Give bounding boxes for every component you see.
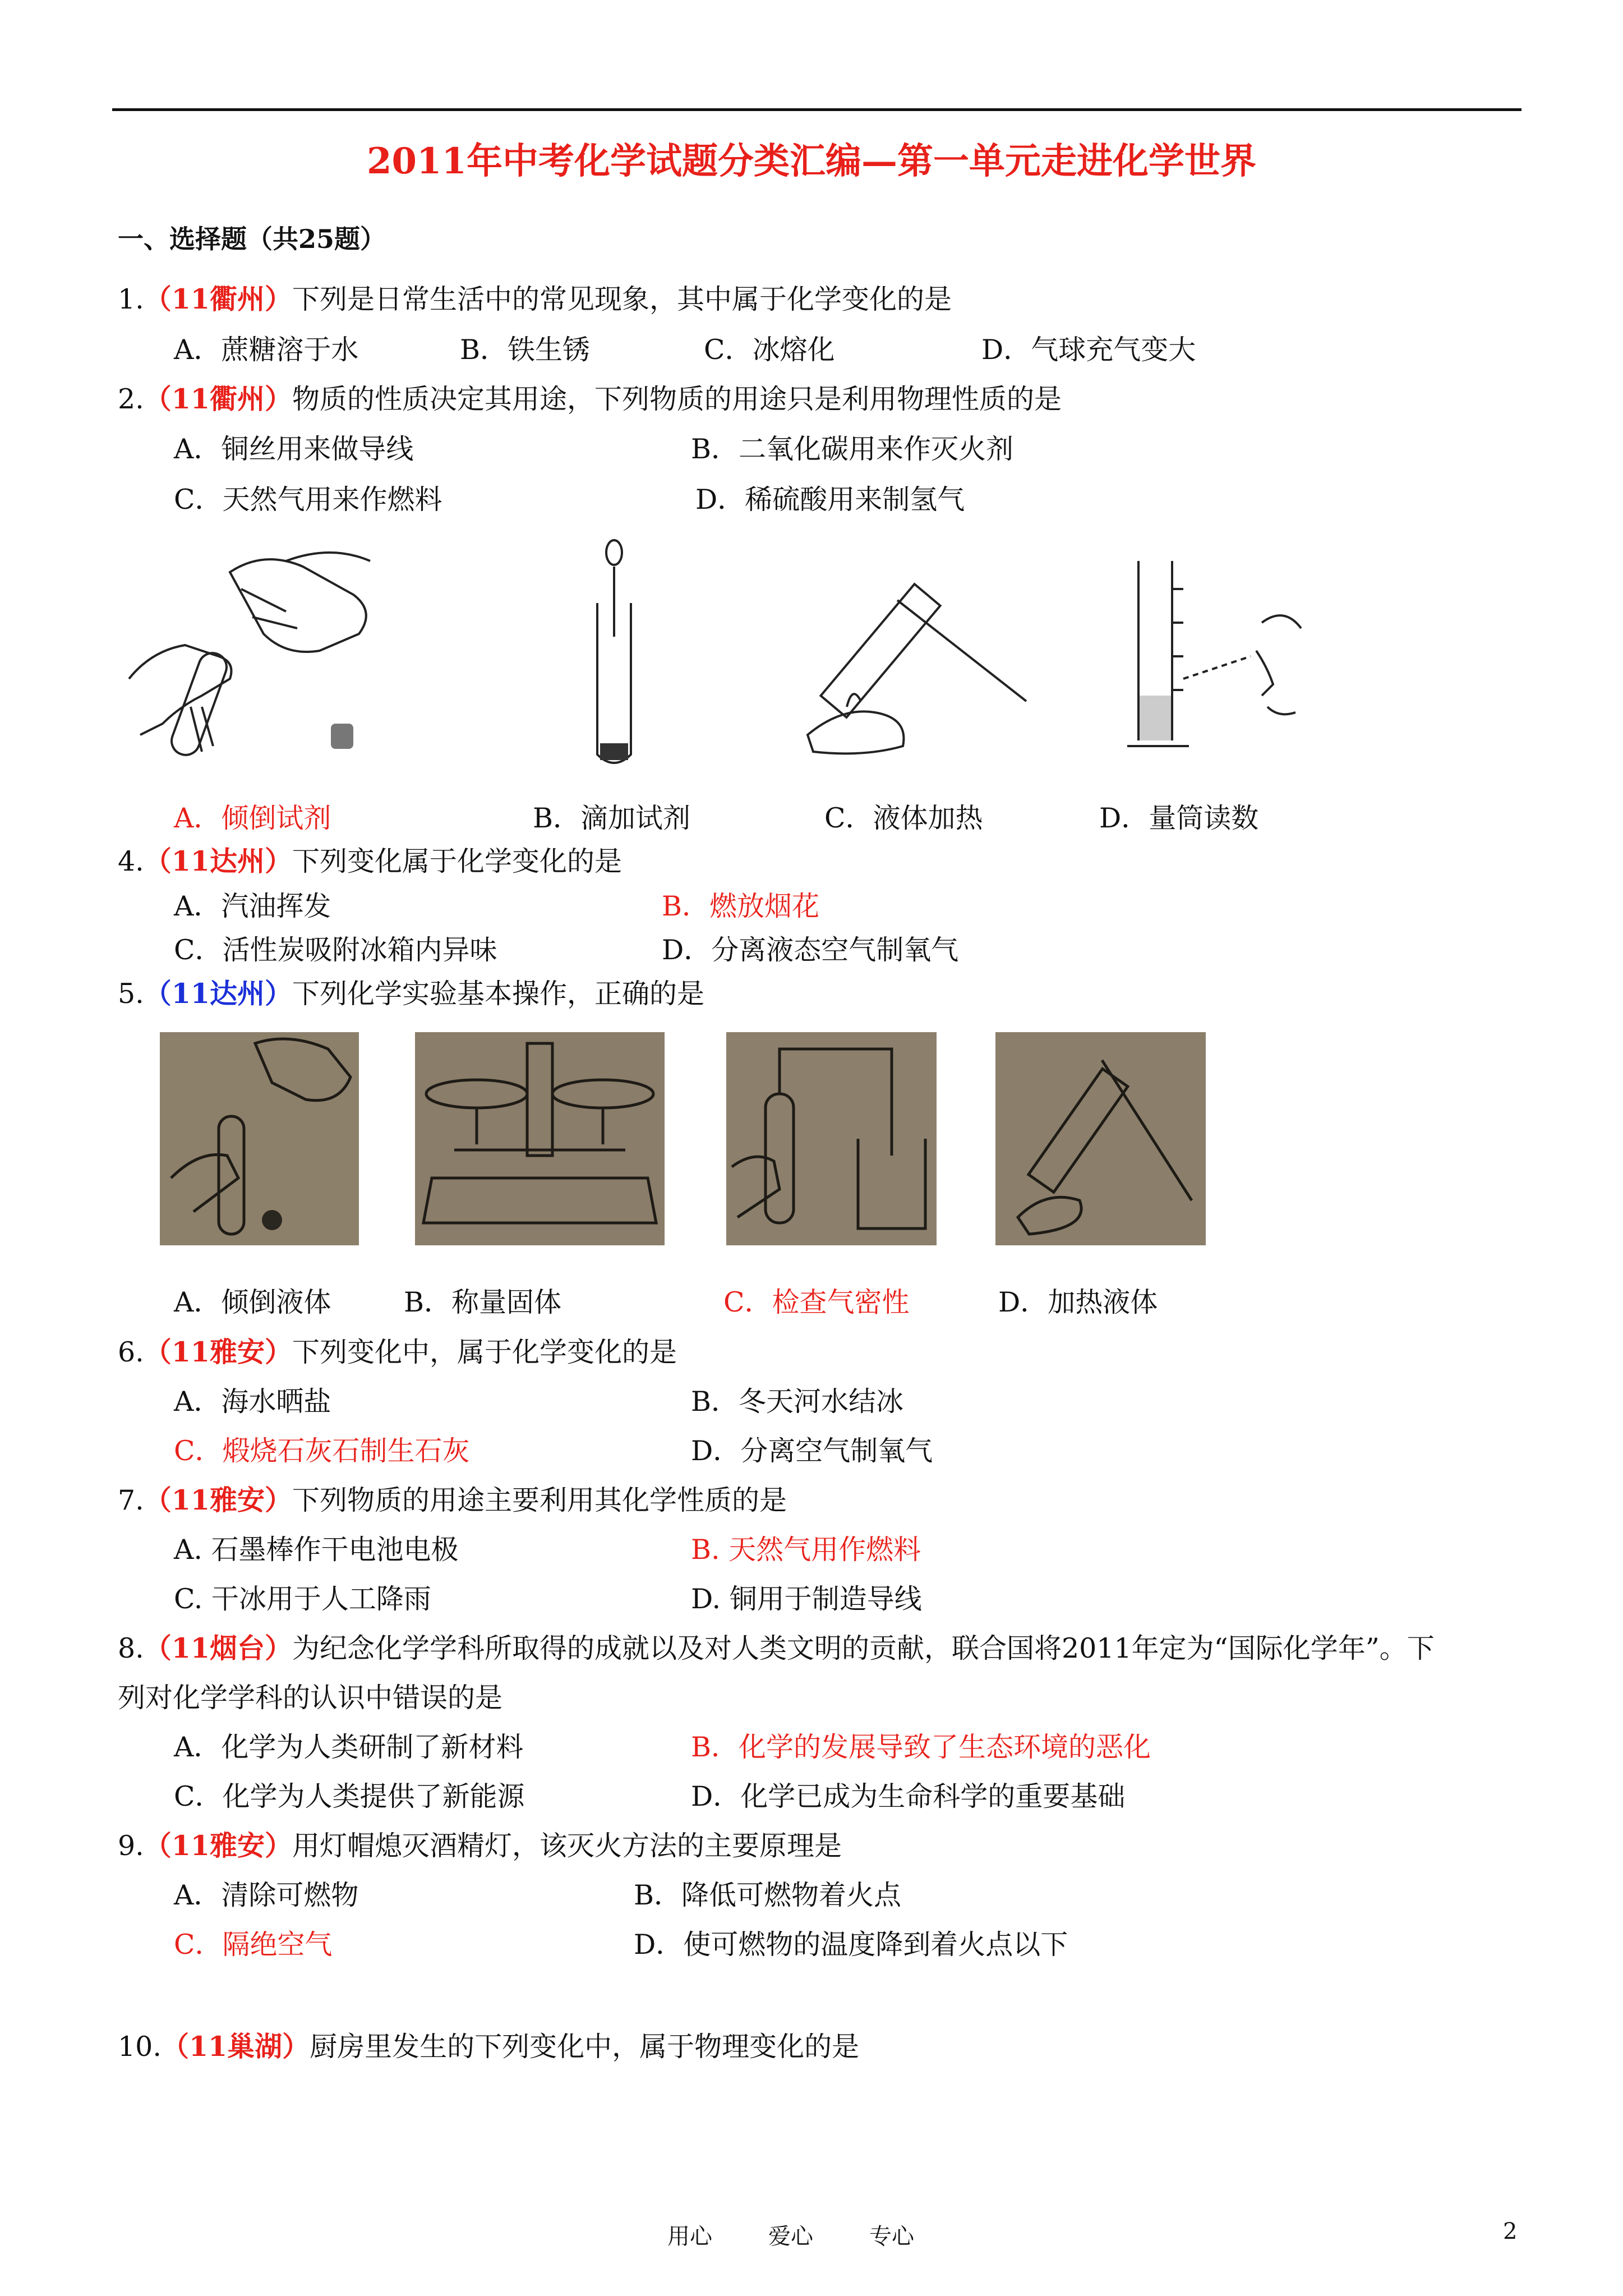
option: C. 干冰用于人工降雨 (174, 1583, 431, 1615)
question-source: （11巢湖） (161, 2030, 310, 2063)
question-5 (118, 972, 704, 1011)
option: C．天然气用来作燃料 (174, 484, 442, 516)
heating-liquid-figure (796, 567, 1032, 757)
option: A. 石墨棒作干电池电极 (174, 1534, 459, 1566)
page-number: 2 (1503, 2219, 1518, 2244)
option: D．稀硫酸用来制氢气 (695, 484, 965, 516)
question-10 (118, 2025, 859, 2064)
option: D．气球充气变大 (981, 334, 1196, 366)
graduated-cylinder-figure (1127, 555, 1307, 763)
option: A．汽油挥发 (174, 890, 331, 922)
question-text: 下列化学实验基本操作，正确的是 (292, 978, 704, 1010)
question-number: 6. (118, 1336, 144, 1368)
option: B．冬天河水结冰 (691, 1386, 904, 1418)
option: B. 天然气用作燃料 (691, 1534, 921, 1566)
question-8 (118, 1627, 1435, 1666)
figure-label: B．滴加试剂 (533, 802, 691, 834)
question-1 (118, 278, 952, 317)
dropper-figure (583, 536, 645, 771)
option: B．燃放烟花 (662, 890, 820, 922)
figure-label: B．称量固体 (404, 1286, 562, 1318)
option: C．煅烧石灰石制生石灰 (174, 1435, 470, 1467)
figure-label: C．液体加热 (824, 802, 983, 834)
question-text: 厨房里发生的下列变化中，属于物理变化的是 (310, 2031, 860, 2063)
pouring-liquid-photo (160, 1032, 359, 1245)
header-rule (112, 108, 1521, 111)
question-9 (118, 1824, 842, 1864)
section-heading: 一、选择题（共25题） (118, 224, 386, 254)
option: A．蔗糖溶于水 (174, 334, 359, 366)
question-text: 用灯帽熄灭酒精灯，该灭火方法的主要原理是 (292, 1830, 842, 1862)
question-text: 下列变化中，属于化学变化的是 (292, 1336, 677, 1368)
question-number: 9. (118, 1830, 144, 1862)
question-7 (118, 1479, 787, 1518)
question-number: 2. (118, 383, 144, 415)
question-text: 物质的性质决定其用途，下列物质的用途只是利用物理性质的是 (292, 383, 1062, 415)
option: B．降低可燃物着火点 (634, 1879, 902, 1911)
figure-label: D．量筒读数 (1099, 802, 1259, 834)
question-source: （11雅安） (144, 1336, 292, 1368)
option: B．二氧化碳用来作灭火剂 (691, 433, 1014, 465)
question-source: （11衢州） (144, 283, 292, 315)
option: A．化学为人类研制了新材料 (174, 1731, 524, 1763)
option: A．清除可燃物 (174, 1879, 359, 1911)
pouring-reagent-figure (118, 539, 381, 769)
question-source: （11衢州） (144, 383, 292, 415)
option: B．铁生锈 (460, 334, 591, 366)
question-source: （11达州） (144, 977, 292, 1010)
question-number: 1. (118, 283, 144, 315)
question-text-continued: 列对化学学科的认识中错误的是 (118, 1682, 503, 1714)
balance-photo (415, 1032, 665, 1245)
question-source: （11雅安） (144, 1829, 292, 1862)
question-source: （11达州） (144, 845, 292, 877)
question-number: 5. (118, 978, 144, 1010)
question-6 (118, 1331, 677, 1370)
question-number: 7. (118, 1484, 144, 1516)
question-source: （11雅安） (144, 1484, 292, 1516)
question-number: 10. (118, 2031, 162, 2063)
option: C．冰熔化 (704, 334, 835, 366)
figure-label: A．倾倒试剂 (174, 802, 331, 834)
option: C．化学为人类提供了新能源 (174, 1780, 525, 1812)
option: D．化学已成为生命科学的重要基础 (691, 1780, 1126, 1812)
option: B．化学的发展导致了生态环境的恶化 (691, 1731, 1151, 1763)
figure-label: C．检查气密性 (723, 1286, 910, 1318)
option: D．分离液态空气制氧气 (662, 934, 959, 966)
question-4 (118, 840, 622, 879)
heating-liquid-photo (995, 1032, 1206, 1245)
option: D．分离空气制氧气 (691, 1435, 933, 1467)
option: A．海水晒盐 (174, 1386, 331, 1418)
option: C．隔绝空气 (174, 1929, 333, 1961)
option: D．使可燃物的温度降到着火点以下 (634, 1929, 1068, 1961)
figure-label: D．加热液体 (998, 1286, 1158, 1318)
question-number: 8. (118, 1632, 144, 1664)
question-text: 下列是日常生活中的常见现象，其中属于化学变化的是 (292, 283, 952, 315)
footer-motto: 专心 (869, 2224, 914, 2249)
question-text: 下列物质的用途主要利用其化学性质的是 (292, 1484, 787, 1516)
figure-label: A．倾倒液体 (174, 1286, 331, 1318)
option: D. 铜用于制造导线 (691, 1583, 922, 1615)
airtightness-check-photo (726, 1032, 937, 1245)
page-title: 2011年中考化学试题分类汇编—第一单元走进化学世界 (366, 140, 1257, 182)
question-text: 下列变化属于化学变化的是 (292, 845, 622, 877)
question-text: 为纪念化学学科所取得的成就以及对人类文明的贡献，联合国将2011年定为“国际化学年”。下 (292, 1632, 1435, 1664)
footer-motto: 用心 (667, 2224, 712, 2249)
footer-motto: 爱心 (768, 2224, 813, 2249)
question-source: （11烟台） (144, 1632, 292, 1664)
question-number: 4. (118, 845, 144, 877)
question-2 (118, 378, 1062, 417)
option: C．活性炭吸附冰箱内异味 (174, 934, 497, 966)
option: A．铜丝用来做导线 (174, 433, 414, 465)
